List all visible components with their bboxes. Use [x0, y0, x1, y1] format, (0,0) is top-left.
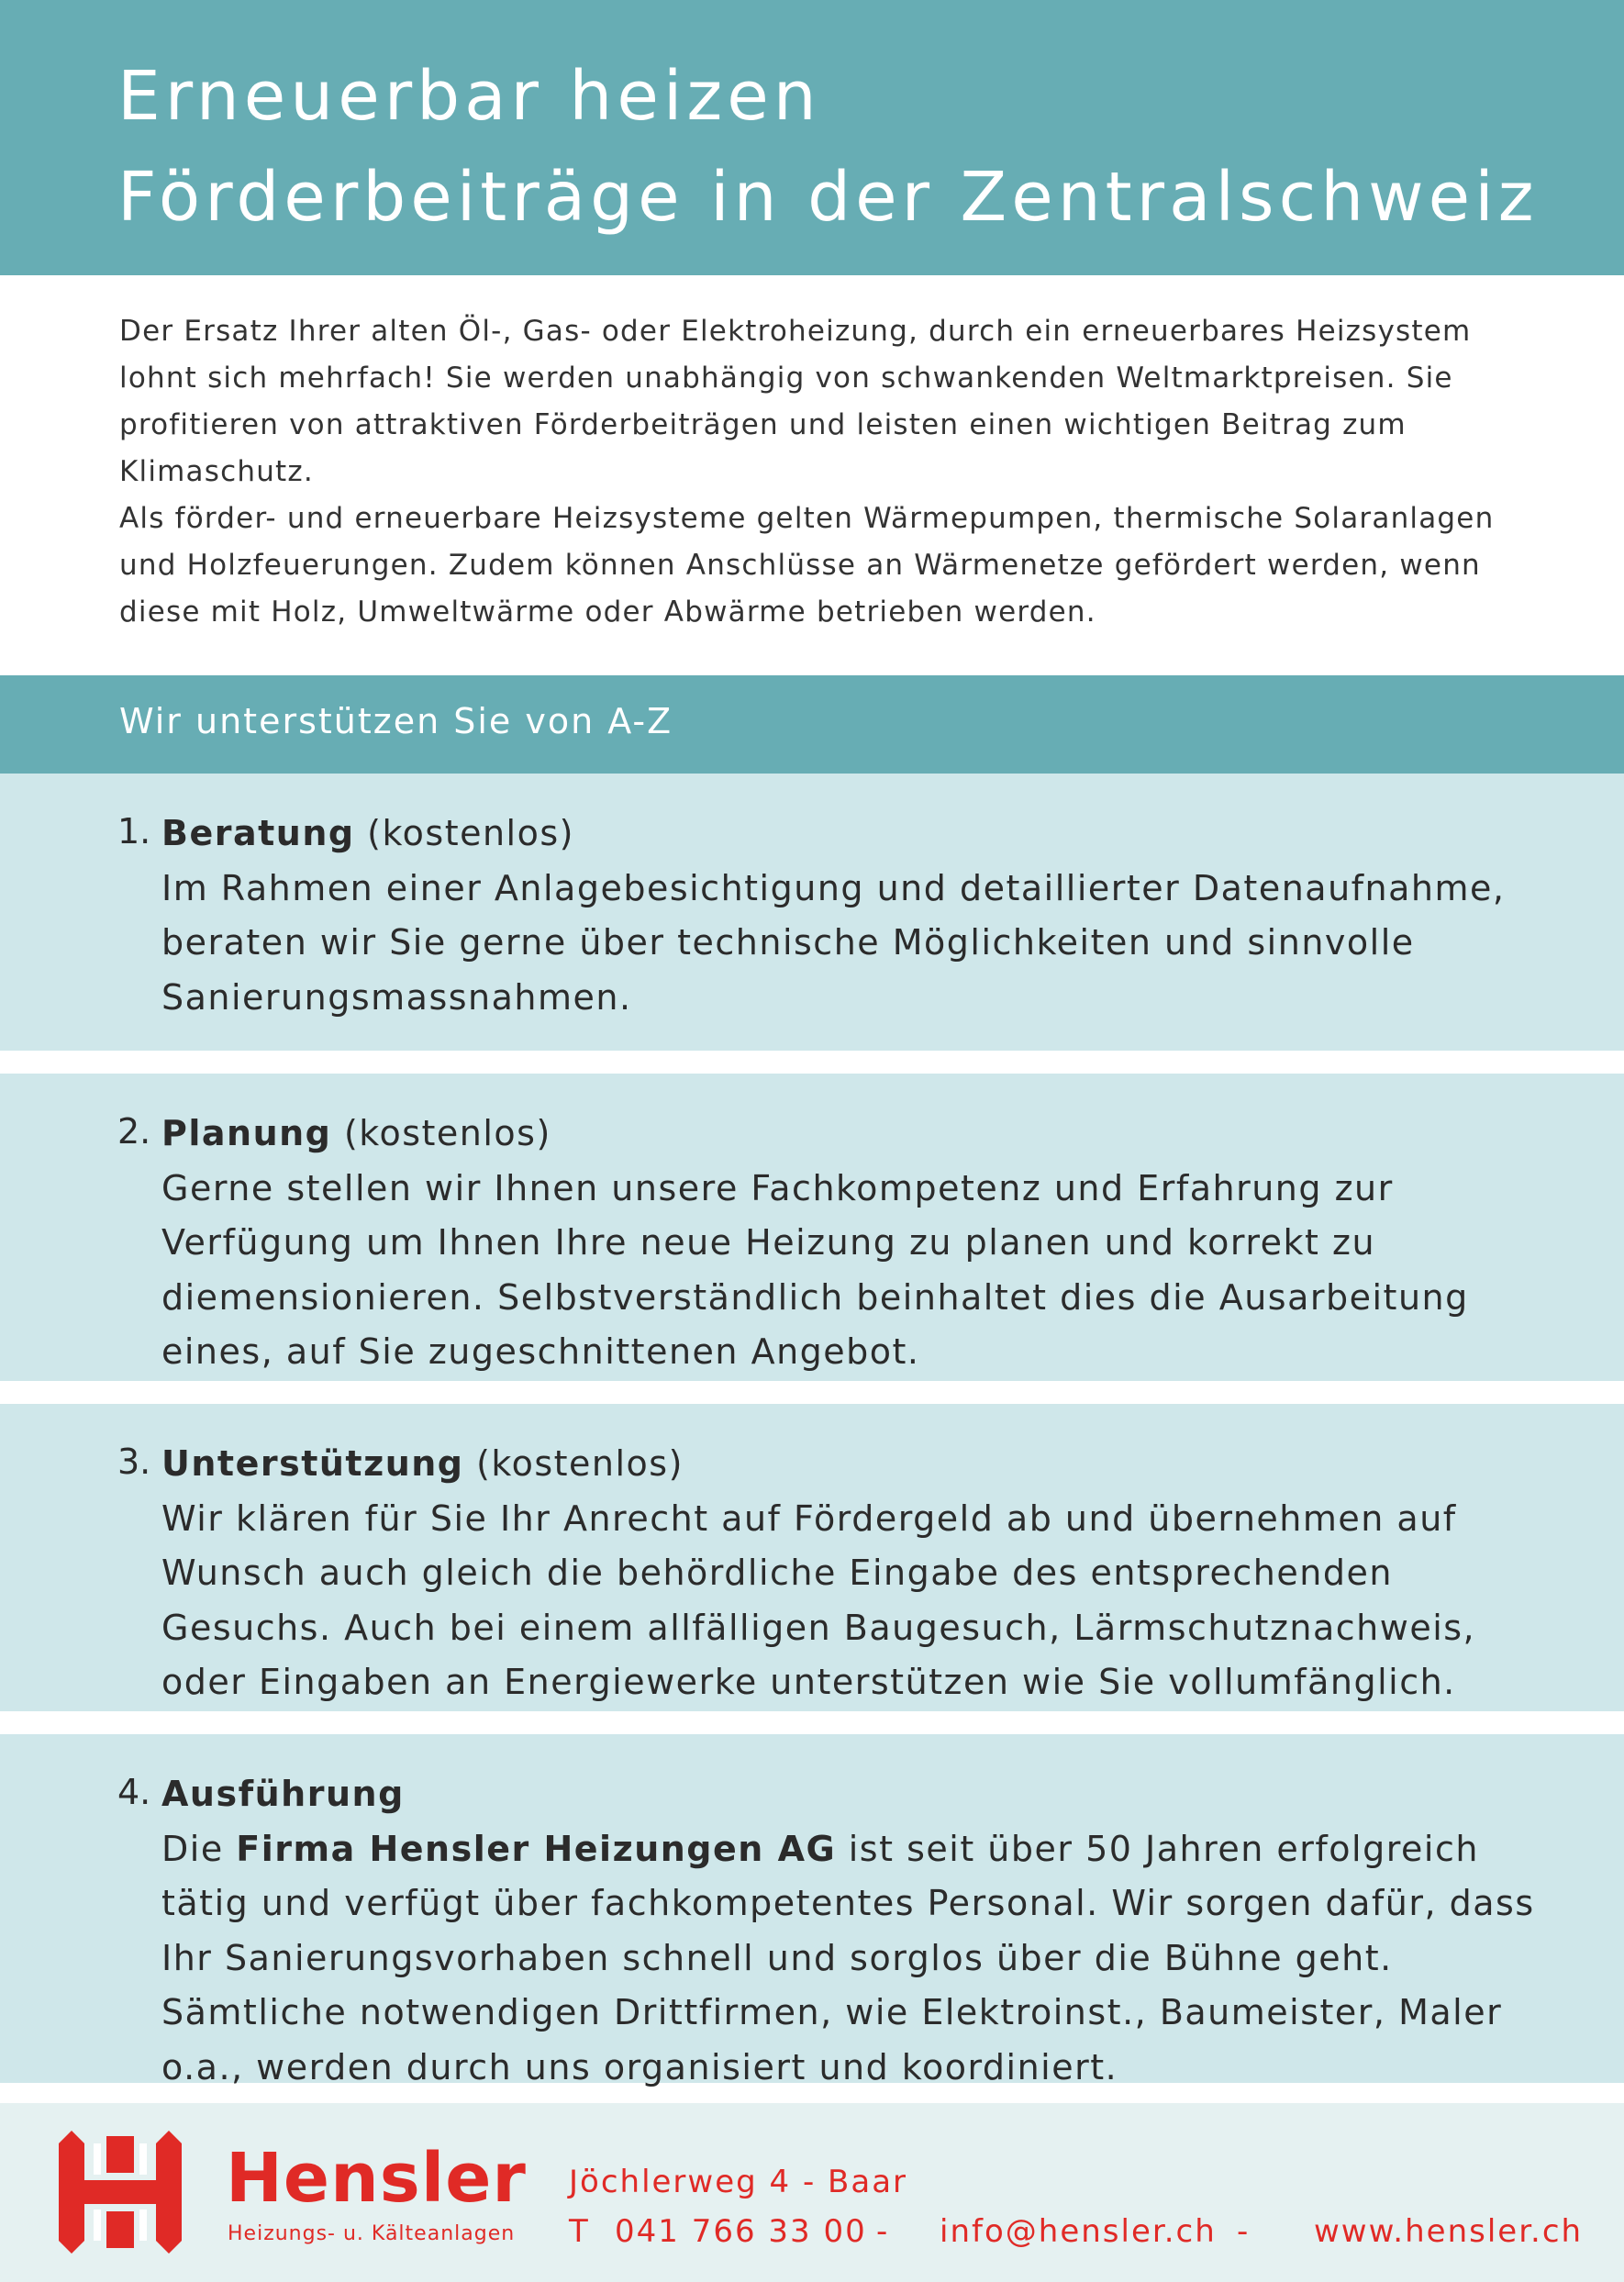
- step-text: Wir klären für Sie Ihr Anrecht auf Fördergeld ab und übernehmen auf Wunsch auch gleich die behördliche Eingabe des entsprechenden Gesuchs. Auch bei einem allfälligen Baugesuch, Lärmschutznachweis, oder Eingaben an Energiewerke unterstützen wie Sie vollumfänglich.: [161, 1497, 1476, 1702]
- brand-subtitle: Heizungs- u. Kälteanlagen: [228, 2222, 516, 2245]
- step-heading: Ausführung: [161, 1774, 405, 1814]
- step-text: Gerne stellen wir Ihnen unsere Fachkompetenz und Erfahrung zur Verfügung um Ihnen Ihre neue Heizung zu planen und korrekt zu diemensionieren. Selbstverständlich beinhaltet dies die Ausarbeitung eines, auf Sie zugeschnittenen Angebot.: [161, 1167, 1469, 1372]
- step-heading: Unterstützung: [161, 1443, 464, 1484]
- separator: -: [876, 2213, 890, 2250]
- intro-text: [119, 308, 1514, 636]
- step-text: Im Rahmen einer Anlagebesichtigung und detaillierter Datenaufnahme, beraten wir Sie gerne über technische Möglichkeiten und sinnvolle Sanierungsmassnahmen.: [161, 867, 1506, 1018]
- company-name: Firma Hensler Heizungen AG: [236, 1828, 837, 1869]
- section-header-bar: [0, 675, 1624, 774]
- header-banner: [0, 0, 1624, 275]
- hensler-logo-icon: [51, 2123, 189, 2261]
- email-link[interactable]: info@hensler.ch: [940, 2213, 1217, 2250]
- intro-paragraph-2: Als förder- und erneuerbare Heizsysteme gelten Wärmepumpen, thermische Solaranlagen und Holzfeuerungen. Zudem können Anschlüsse an Wärmenetze gefördert werden, wenn diese mit Holz, Umweltwärme oder Abwärme betrieben werden.: [119, 502, 1495, 629]
- step-beratung: [0, 774, 1624, 1051]
- phone-label: T: [569, 2213, 590, 2250]
- step-body: [161, 1767, 1538, 2095]
- step-number: 4.: [117, 1772, 151, 1812]
- step-heading: Beratung: [161, 813, 355, 853]
- brand-name: Hensler: [226, 2139, 527, 2218]
- intro-paragraph-1: Der Ersatz Ihrer alten Öl-, Gas- oder Elektroheizung, durch ein erneuerbares Heizsystem lohnt sich mehrfach! Sie werden unabhängig von schwankenden Weltmarktpreisen. Sie profitieren von attraktiven Förderbeiträgen und leisten einen wichtigen Beitrag zum Klimaschutz.: [119, 315, 1472, 488]
- step-note: (kostenlos): [463, 1443, 684, 1484]
- step-unterstuetzung: [0, 1404, 1624, 1711]
- step-note: (kostenlos): [331, 1113, 551, 1153]
- step-text-after: ist seit über 50 Jahren erfolgreich tätig und verfügt über fachkompetentes Personal. Wir sorgen dafür, dass Ihr Sanierungsvorhaben schnell und sorglos über die Bühne geht. Sämtliche notwendigen Drittfirmen, wie Elektroinst., Baumeister, Maler o.a., werden durch uns organisiert und koordiniert.: [161, 1828, 1535, 2087]
- step-planung: [0, 1074, 1624, 1381]
- step-body: [161, 1107, 1538, 1380]
- website-link[interactable]: www.hensler.ch: [1314, 2213, 1584, 2250]
- step-text: [161, 1822, 1538, 2096]
- separator: -: [1237, 2213, 1251, 2250]
- phone-number[interactable]: 041 766 33 00: [615, 2213, 867, 2250]
- step-number: 1.: [117, 811, 151, 852]
- address: Jöchlerweg 4 - Baar: [569, 2164, 908, 2200]
- footer: [0, 2103, 1624, 2282]
- step-heading: Planung: [161, 1113, 332, 1153]
- step-body: [161, 807, 1538, 1025]
- step-number: 3.: [117, 1442, 151, 1482]
- step-body: [161, 1437, 1538, 1710]
- step-note: (kostenlos): [354, 813, 574, 853]
- step-ausfuehrung: [0, 1734, 1624, 2087]
- step-text-before: Die: [161, 1828, 237, 1869]
- page-title-line-1: Erneuerbar heizen: [117, 57, 821, 136]
- step-number: 2.: [117, 1111, 151, 1152]
- section-title: Wir unterstützen Sie von A-Z: [119, 701, 673, 741]
- page-title-line-2: Förderbeiträge in der Zentralschweiz: [117, 158, 1539, 237]
